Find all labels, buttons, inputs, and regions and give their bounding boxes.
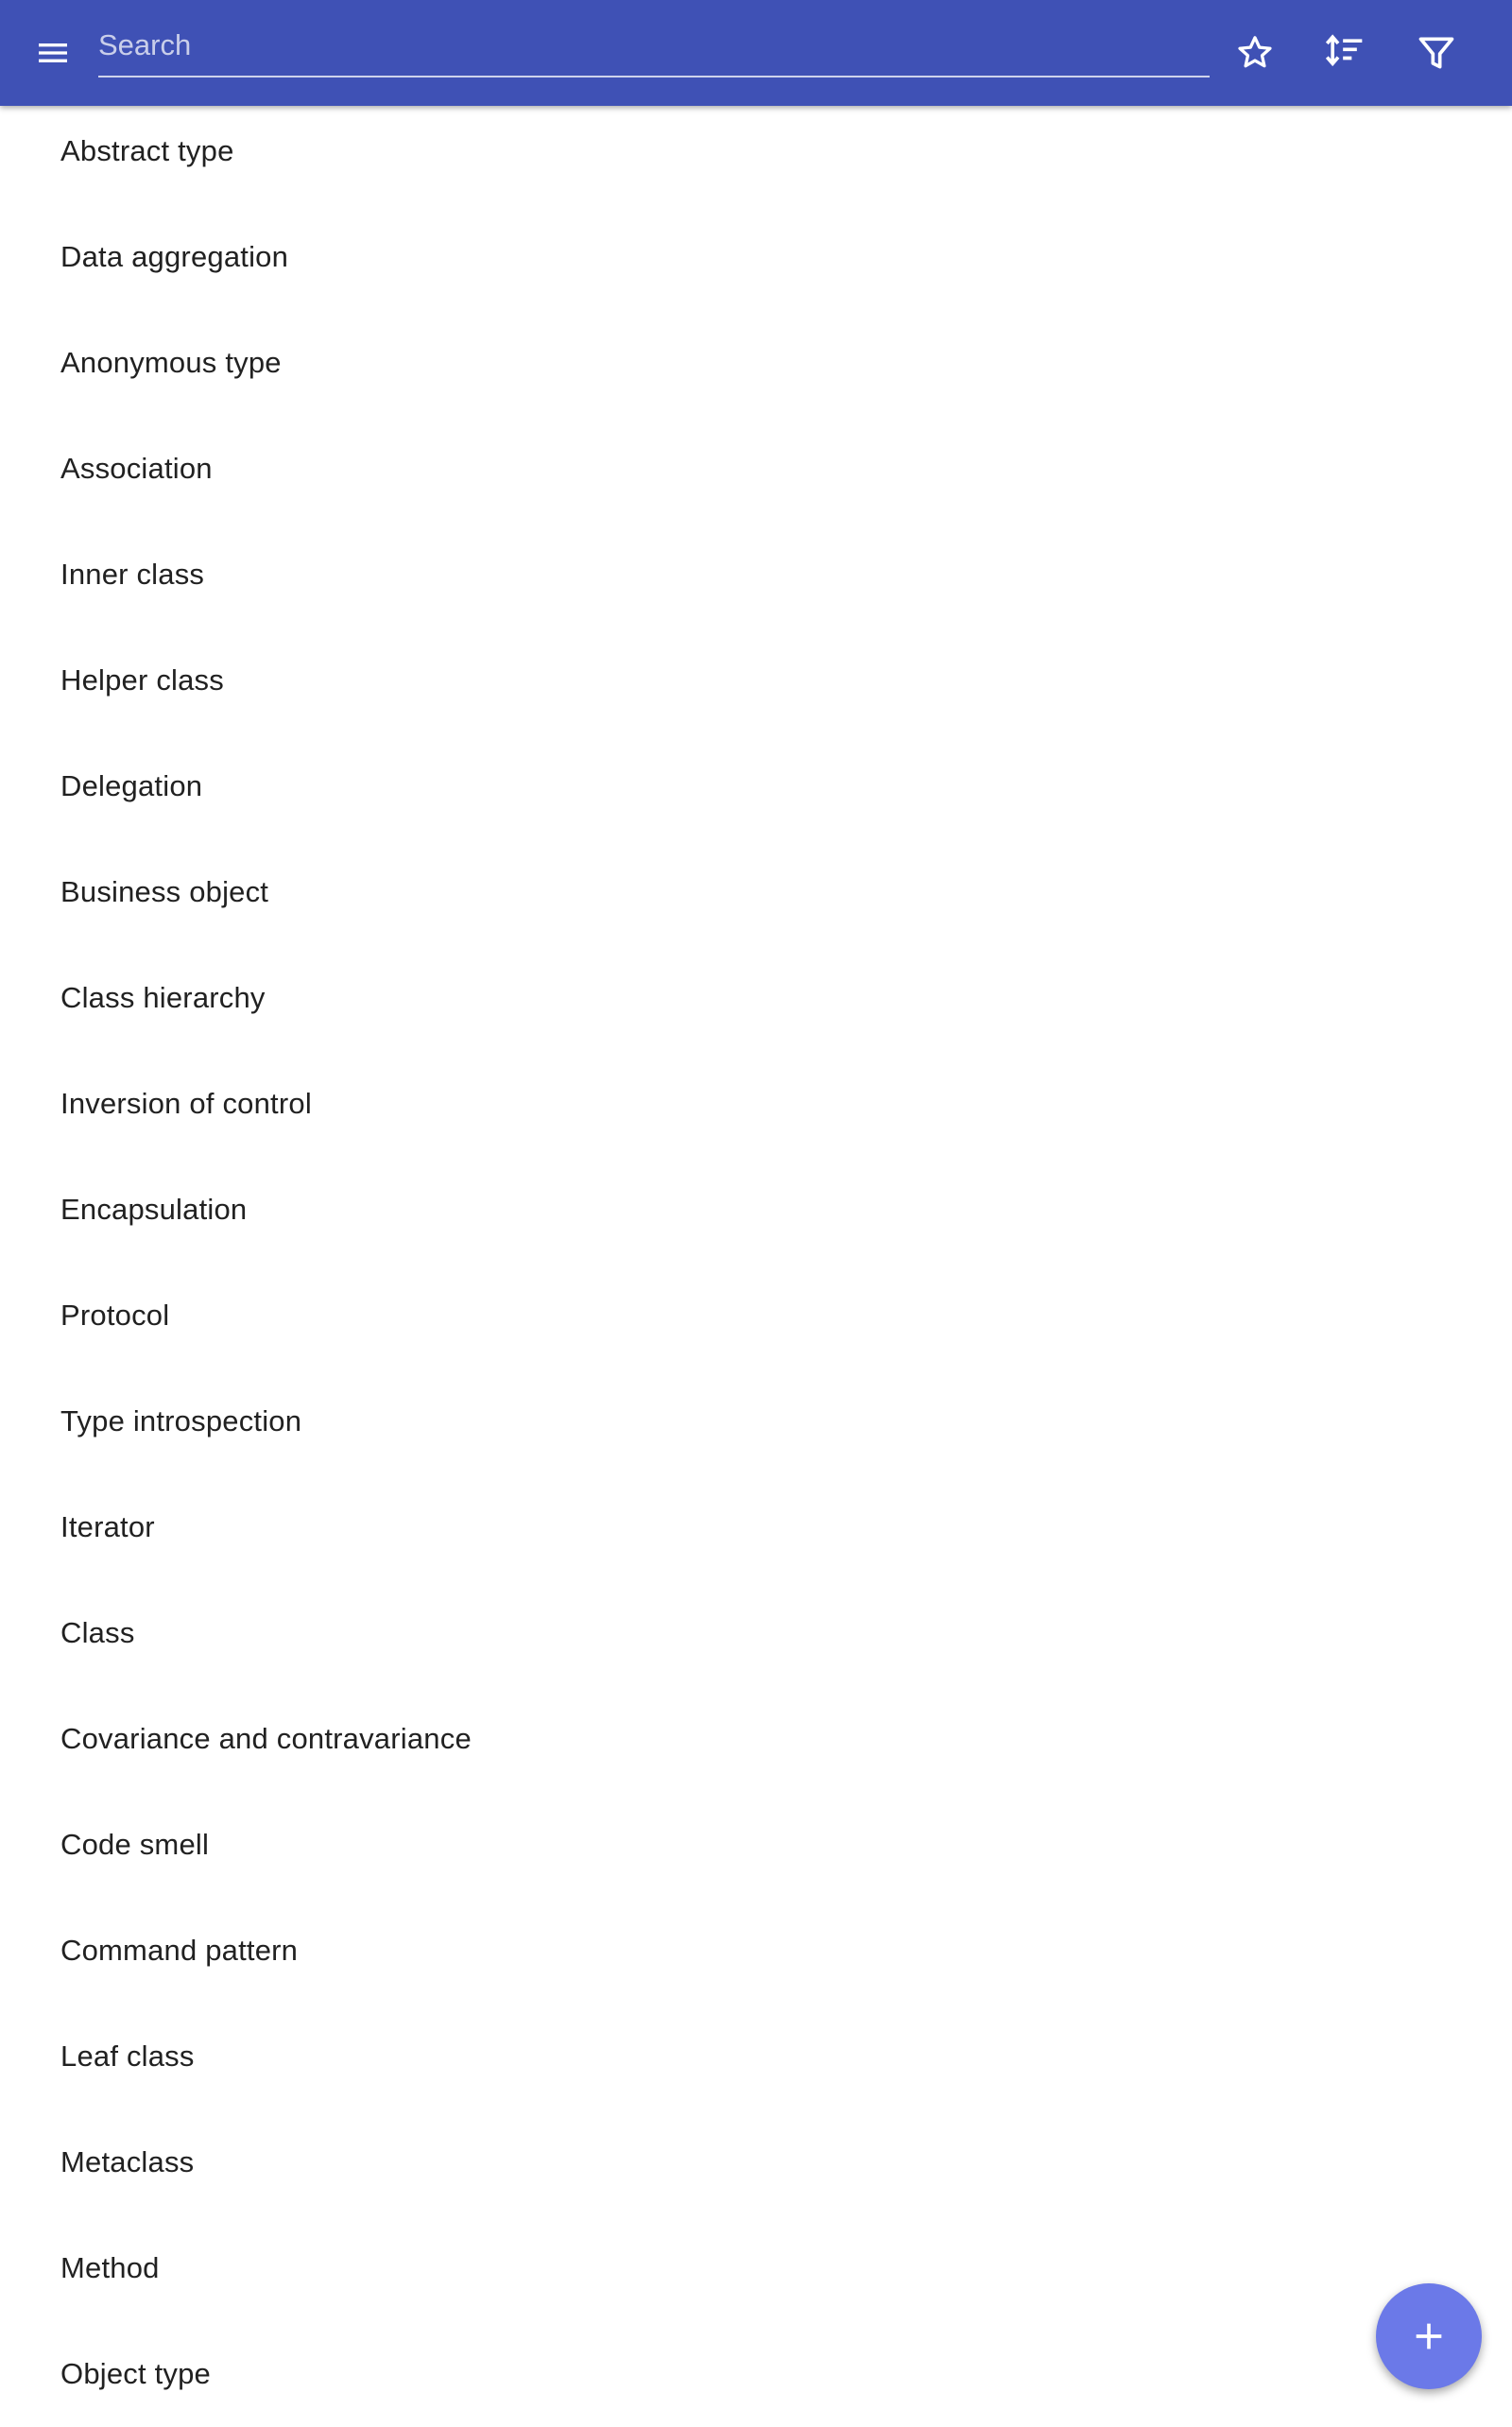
- term-list: [0, 98, 1512, 2427]
- plus-icon: [1410, 2317, 1448, 2355]
- list-item-label: Abstract type: [60, 134, 234, 167]
- list-item[interactable]: [0, 1580, 1512, 1686]
- list-item[interactable]: [0, 2321, 1512, 2427]
- menu-icon: [34, 34, 72, 72]
- list-item[interactable]: [0, 416, 1512, 522]
- list-item[interactable]: [0, 310, 1512, 416]
- add-button[interactable]: [1376, 2283, 1482, 2389]
- list-item-label: Class: [60, 1616, 135, 1649]
- list-item[interactable]: [0, 1686, 1512, 1792]
- list-item[interactable]: [0, 1051, 1512, 1157]
- sort-icon: [1324, 32, 1366, 74]
- list-item-label: Type introspection: [60, 1404, 302, 1437]
- list-item-label: Leaf class: [60, 2040, 195, 2073]
- list-item-label: Inner class: [60, 558, 205, 591]
- list-item[interactable]: [0, 1898, 1512, 2004]
- list-item-label: Encapsulation: [60, 1193, 248, 1226]
- sort-button[interactable]: [1307, 15, 1383, 91]
- search-field: [98, 19, 1210, 77]
- list-item[interactable]: [0, 839, 1512, 945]
- app-bar: [0, 0, 1512, 106]
- favorites-button[interactable]: [1217, 15, 1293, 91]
- list-item-label: Command pattern: [60, 1934, 299, 1967]
- list-item[interactable]: [0, 733, 1512, 839]
- list-item-label: Data aggregation: [60, 240, 289, 273]
- list-item[interactable]: [0, 628, 1512, 733]
- list-item[interactable]: [0, 2215, 1512, 2321]
- search-input[interactable]: [98, 19, 1210, 72]
- list-item-label: Class hierarchy: [60, 981, 266, 1014]
- list-item-label: Inversion of control: [60, 1087, 312, 1120]
- list-item-label: Iterator: [60, 1510, 155, 1543]
- list-item[interactable]: [0, 522, 1512, 628]
- list-item-label: Code smell: [60, 1828, 210, 1861]
- filter-icon: [1416, 32, 1457, 74]
- menu-button[interactable]: [15, 15, 91, 91]
- list-item-label: Object type: [60, 2357, 212, 2390]
- list-item-label: Anonymous type: [60, 346, 282, 379]
- star-outline-icon: [1234, 32, 1276, 74]
- list-item[interactable]: [0, 204, 1512, 310]
- list-item[interactable]: [0, 1157, 1512, 1263]
- list-item-label: Helper class: [60, 663, 224, 697]
- list-item[interactable]: [0, 2109, 1512, 2215]
- list-item[interactable]: [0, 1792, 1512, 1898]
- list-item-label: Metaclass: [60, 2145, 195, 2178]
- list-item-label: Method: [60, 2251, 160, 2284]
- list-item[interactable]: [0, 945, 1512, 1051]
- list-item-label: Business object: [60, 875, 269, 908]
- list-item[interactable]: [0, 1474, 1512, 1580]
- list-item-label: Protocol: [60, 1299, 170, 1332]
- list-item-label: Covariance and contravariance: [60, 1722, 472, 1755]
- filter-button[interactable]: [1399, 15, 1474, 91]
- list-item-label: Delegation: [60, 769, 203, 802]
- list-item[interactable]: [0, 2004, 1512, 2109]
- list-item[interactable]: [0, 98, 1512, 204]
- list-item[interactable]: [0, 1368, 1512, 1474]
- list-item[interactable]: [0, 1263, 1512, 1368]
- list-item-label: Association: [60, 452, 213, 485]
